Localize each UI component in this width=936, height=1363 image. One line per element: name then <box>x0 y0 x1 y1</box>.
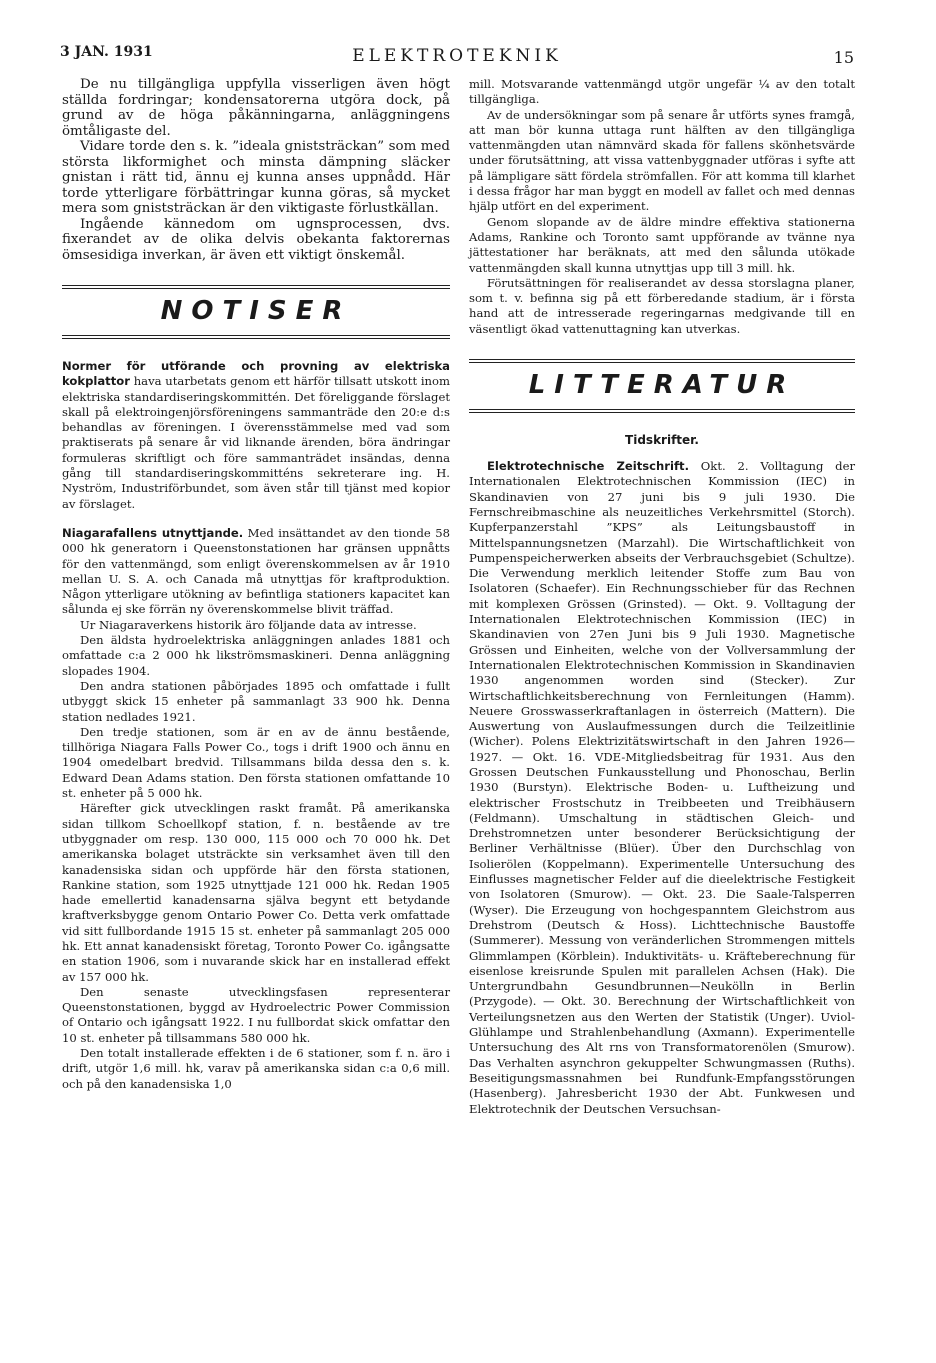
section-title: LITTERATUR <box>528 370 796 401</box>
paragraph: Förutsättningen för realiserandet av dessa storslagna planer, som t. v. befinna sig på ett förberedande stadium, är i första hand att de intresserade regeringarnas medgivande till en väsentligt ökad vattenuttagning kan utverkas. <box>469 275 855 336</box>
section-title: NOTISER <box>160 296 352 326</box>
notice-niagara <box>62 526 450 618</box>
notice-rubric: Niagarafallens utnyttjande. <box>62 525 244 540</box>
notice-text: Med insättandet av den tionde 58 000 hk generatorn i Queenstonstationen har gränsen uppnåtts för den vattenmängd, som enligt överenskommelsen av år 1910 mellan U. S. A. och Canada må utnyttjas för kraftproduktion. Någon ytterligare utökning av befintliga stationers kapacitet kan sålunda ej ske förrän ny överenskommelse blivit träffad. <box>62 525 450 617</box>
notice-text: hava utarbetats genom ett härför tillsatt utskott inom elektriska standardiseringskommittén. Det föreliggande förslaget skall på elektroingenjörsföreningens sammanträde den 20:e d:s behandlas av föreningen. I överensstämmelse med vad som praktiserats på senare år vid liknande ärenden, böra ändringar formuleras skriftligt och före sammanträdet insändas, denna gång till standardiseringskommitténs sekreterare ing. H. Nyström, Industriförbundet, som även står till tjänst med kopior av förslaget. <box>62 374 450 511</box>
running-header <box>60 40 854 70</box>
litteratur-section-heading <box>469 359 855 413</box>
rule <box>469 412 855 413</box>
intro-paragraph: De nu tillgängliga uppfylla visserligen även högt ställda fordringar; kondensatorerna utgöra dock, på grund av de höga påkänningarna, anläggningens ömtåligaste del. <box>62 77 450 139</box>
intro-paragraph: Ingående kännedom om ugnsprocessen, dvs. fixerandet av de olika delvis obekanta faktorernas ömsesidiga inverkan, är även ett viktigt önskemål. <box>62 216 450 263</box>
paragraph: Den senaste utvecklingsfasen representerar Queenstonstationen, byggd av Hydroelectric Power Commission of Ontario och igångsatt 1922. I nu fullbordat skick omfattar den 10 st. enheter på tillsammans 580 000 hk. <box>62 984 450 1045</box>
paragraph: Den tredje stationen, som är en av de ännu bestående, tillhöriga Niagara Falls Power Co., togs i drift 1900 och ännu en 1904 omedelbart bredvid. Tillsammans bilda dessa den s. k. Edward Dean Adams station. Den första stationen omfattande 10 st. enheter på 5 000 hk. <box>62 724 450 801</box>
rule <box>469 359 855 360</box>
literature-text: Okt. 2. Volltagung der Internationalen Elektrotechnischen Kommission (IEC) in Skandinavien von 27 juni bis 9 juli 1930. Die Fernschreibmaschine als neuzeitliches Verkehrsmittel (Storch). Kupferpanzerstahl ”KPS” als Leitungsbaustoff in Mittelspannungsnetzen (Marzahl). Die Wirtschaftlichkeit von Pumpenspeicherwerken abseits der Verbrauchsgebiet (Schultze). Die Verwendung merklich leitender Stoffe zum Bau von Isolatoren (Schaefer). Ein Rechnungsschieber für das Rechnen mit komplexen Grössen (Grinsted). — Okt. 9. Volltagung der Internationalen Elektrotechnischen Kommission (IEC) in Skandinavien von 27en Juni bis 9 Juli 1930. Magnetische Grössen und Einheiten, welche von der Vollversammlung der Internationalen Elektrotechnischen Kommission in Skandinavien 1930 angenommen worden sind (Stecker). Zur Wirtschaftlichkeitsberechnung von Fernleitungen (Hamm). Neuere Grosswasserkraftanlagen in österreich (Mattern). Die Auswertung von Auslaufmessungen durch die Teilzeitlinie (Wicher). Polens Elektrizitätswirtschaft in den Jahren 1926—1927. — Okt. 16. VDE-Mitgliedsbeitrag für 1931. Aus den Grossen Deutschen Funkausstellung und Phonoschau, Berlin 1930 (Burstyn). Elektrische Boden- u. Luftheizung und elektrischer Frostschutz in Treibbeeten und Treibhäusern (Feldmann). Umschaltung in städtischen Gleich- und Drehstromnetzen unter besonderer Berücksichtigung der Berliner Verhältnisse (Blüer). Über den Durchschlag von Isolierölen (Koppelmann). Experimentelle Untersuchung des Einflusses magnetischer Felder auf die dieelektrische Festigkeit von Isolatoren (Smurow). — Okt. 23. Die Saale-Talsperren (Wyser). Die Erzeugung von hochgespanntem Gleichstrom aus Drehstrom (Deutsch & Hoss). Lichttechnische Baustoffe (Summerer). Messung von veränderlichen Strommengen mittels Glimmlampen (Körblein). Induktivitäts- u. Kräfteberechnung für eisenlose kreisrunde Spulen mit parallelen Achsen (Hak). Die Untergrundbahn Gesundbrunnen—Neukölln in Berlin (Przygode). — Okt. 30. Berechnung der Wirtschaftlichkeit von Verteilungsnetzen aus den Werten der Statistik (Unger). Uviol-Glühlampe und Strahlenbehandlung (Axmann). Experimentelle Untersuchung des Alt rns von Transformatorenölen (Smurow). Das Verhalten asynchron gekuppelter Schwungmassen (Ruths). Beseitigungsmassnahmen bei Rundfunk-Empfangsstörungen (Hasenberg). Jahresbericht 1930 der Abt. Funkwesen und Elektrotechnik der Deutschen Versuchsan- <box>469 459 856 1116</box>
paragraph: Ur Niagaraverkens historik äro följande data av intresse. <box>80 617 417 632</box>
issue-date: 3 JAN. 1931 <box>60 44 153 60</box>
literature-entry <box>469 459 855 1117</box>
notice-rubric: Normer för utförande och provning av elektriska kokplattor <box>62 359 450 389</box>
rule <box>62 335 450 336</box>
paragraph: Den äldsta hydroelektriska anläggningen anlades 1881 och omfattade c:a 2 000 hk likströmsmaskineri. Denna anläggning slopades 1904. <box>62 633 450 678</box>
right-column <box>469 77 855 1117</box>
rule <box>62 285 450 286</box>
paragraph: mill. Motsvarande vattenmängd utgör ungefär ¼ av den totalt tillgängliga. <box>469 77 855 107</box>
paragraph: Av de undersökningar som på senare år utförts synes framgå, att man bör kunna uttaga runt hälften av den tillgängliga vattenmängden utan nämnvärd skada för fallens skönhetsvärde under förutsättning, att vissa vattenbyggnader utföras i syfte att på lämpligare sätt fördela strömfallen. För att komma till klarhet i dessa frågor har man byggt en modell av fallet och med dennas hjälp utfört en del experiment. <box>469 107 855 214</box>
journal-title: ELEKTROTEKNIK <box>352 46 562 66</box>
page-number: 15 <box>833 48 854 67</box>
paragraph: Den andra stationen påbörjades 1895 och omfattade i fullt utbyggt skick 15 enheter på sammanlagt 33 900 hk. Denna station nedlades 1921. <box>62 678 450 724</box>
intro-paragraph: Vidare torde den s. k. ”ideala gniststräckan” som med största likformighet och minsta dämpning släcker gnistan i rätt tid, ännu ej kunna anses uppnådd. Här torde ytterligare förbättringar kunna göras, så mycket mera som gniststräckan är den viktigaste förlustkällan. <box>62 139 450 216</box>
subheading-tidskrifter: Tidskrifter. <box>625 433 699 448</box>
paragraph: Härefter gick utvecklingen raskt framåt. På amerikanska sidan tillkom Schoellkopf station, f. n. bestående av tre utbyggnader om resp. 130 000, 115 000 och 70 000 hk. Det amerikanska bolaget utsträckte sin verksamhet även till den kanadensiska sidan och uppförde här den första stationen, Rankine station, som 1925 utnyttjade 121 000 hk. Redan 1905 hade emellertid kanadensarna själva begynt ett betydande kraftverksbygge genom Ontario Power Co. Detta verk omfattade vid sitt fullbordande 1915 15 st. enheter på sammanlagt 205 000 hk. Ett annat kanadensiskt företag, Toronto Power Co. igångsatte en station 1906, som i nuvarande skick har en installerad effekt av 157 000 hk. <box>62 801 450 984</box>
paragraph: Den totalt installerade effekten i de 6 stationer, som f. n. äro i drift, utgör 1,6 mill. hk, varav på amerikanska sidan c:a 0,6 mill. och på den kanadensiska 1,0 <box>62 1046 450 1091</box>
notiser-section-heading <box>62 285 450 339</box>
left-column <box>62 77 450 1092</box>
rule <box>62 338 450 339</box>
paragraph: Genom slopande av de äldre mindre effektiva stationerna Adams, Rankine och Toronto samt uppförande av tvänne nya jättestationer har beräknats, att med den sålunda utökade vattenmängden skall kunna utnyttjas upp till 3 mill. hk. <box>469 214 855 275</box>
notice-kokplattor <box>62 359 450 512</box>
rule <box>469 409 855 410</box>
journal-rubric: Elektrotechnische Zeitschrift. <box>487 459 689 474</box>
